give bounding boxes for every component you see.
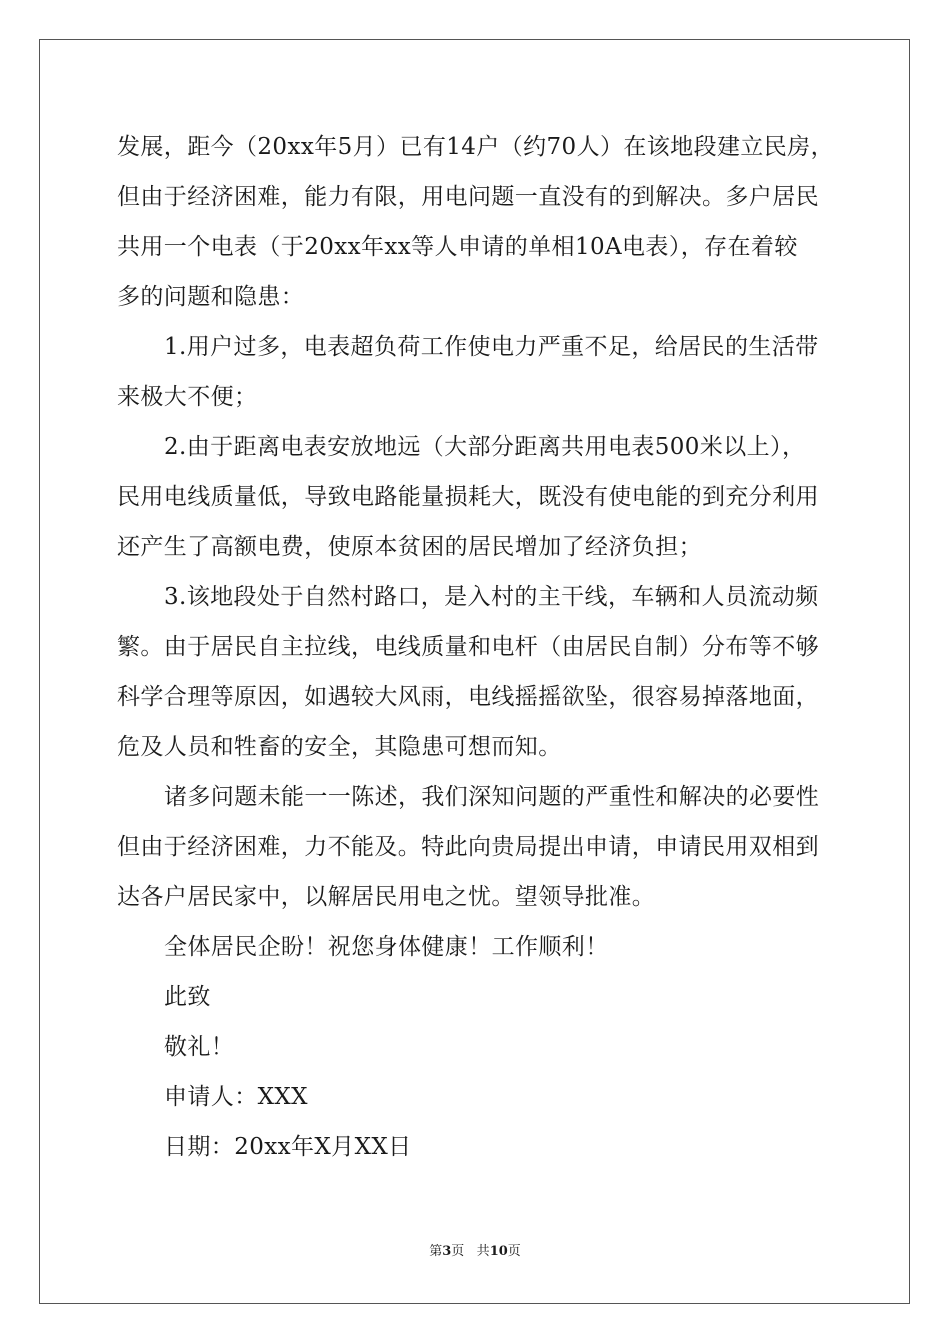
para-wishes — [117, 922, 837, 972]
text-line: 繁。由于居民自主拉线，电线质量和电杆（由居民自制）分布等不够 — [117, 634, 819, 660]
document-body — [117, 122, 837, 1172]
text-line: 敬礼！ — [164, 1034, 235, 1060]
text-line: 共用一个电表（于20xx年xx等人申请的单相10A电表），存在着较 — [117, 234, 798, 260]
text-line: 发展，距今（20xx年5月）已有14户（约70人）在该地段建立民房， — [117, 134, 834, 160]
text-line: 但由于经济困难，力不能及。特此向贵局提出申请，申请民用双相到 — [117, 834, 819, 860]
para-item-3 — [117, 572, 837, 772]
text-line: 但由于经济困难，能力有限，用电问题一直没有的到解决。多户居民 — [117, 184, 819, 210]
text-line: 日期：20xx年X月XX日 — [164, 1134, 412, 1160]
text-line: 1.用户过多，电表超负荷工作使电力严重不足，给居民的生活带 — [164, 334, 819, 360]
total-suffix: 页 — [507, 1244, 521, 1259]
text-line: 2.由于距离电表安放地远（大部分距离共用电表500米以上）， — [164, 434, 806, 460]
applicant-line — [117, 1072, 837, 1122]
page-footer — [0, 1243, 950, 1261]
para-request — [117, 772, 837, 922]
para-item-1 — [117, 322, 837, 422]
closing-salutation — [117, 972, 837, 1022]
text-line: 申请人：XXX — [164, 1084, 308, 1110]
text-line: 全体居民企盼！祝您身体健康！工作顺利！ — [164, 934, 609, 960]
text-line: 3.该地段处于自然村路口，是入村的主干线，车辆和人员流动频 — [164, 584, 819, 610]
para-item-2 — [117, 422, 837, 572]
total-pages: 10 — [489, 1244, 508, 1259]
page-prefix: 第 — [429, 1244, 443, 1259]
text-line: 危及人员和牲畜的安全，其隐患可想而知。 — [117, 734, 562, 760]
text-line: 达各户居民家中，以解居民用电之忧。望领导批准。 — [117, 884, 656, 910]
total-prefix: 共 — [476, 1244, 490, 1259]
text-line: 来极大不便； — [117, 384, 258, 410]
date-line — [117, 1122, 837, 1172]
para-intro — [117, 122, 837, 322]
text-line: 诸多问题未能一一陈述，我们深知问题的严重性和解决的必要性 — [164, 784, 820, 810]
text-line: 民用电线质量低，导致电路能量损耗大，既没有使电能的到充分利用 — [117, 484, 819, 510]
page-suffix: 页 — [451, 1244, 465, 1259]
text-line: 多的问题和隐患： — [117, 284, 305, 310]
text-line: 科学合理等原因，如遇较大风雨，电线摇摇欲坠，很容易掉落地面， — [117, 684, 819, 710]
text-line: 还产生了高额电费，使原本贫困的居民增加了经济负担； — [117, 534, 702, 560]
page-number: 3 — [442, 1244, 452, 1259]
text-line: 此致 — [164, 984, 211, 1010]
closing-regards — [117, 1022, 837, 1072]
